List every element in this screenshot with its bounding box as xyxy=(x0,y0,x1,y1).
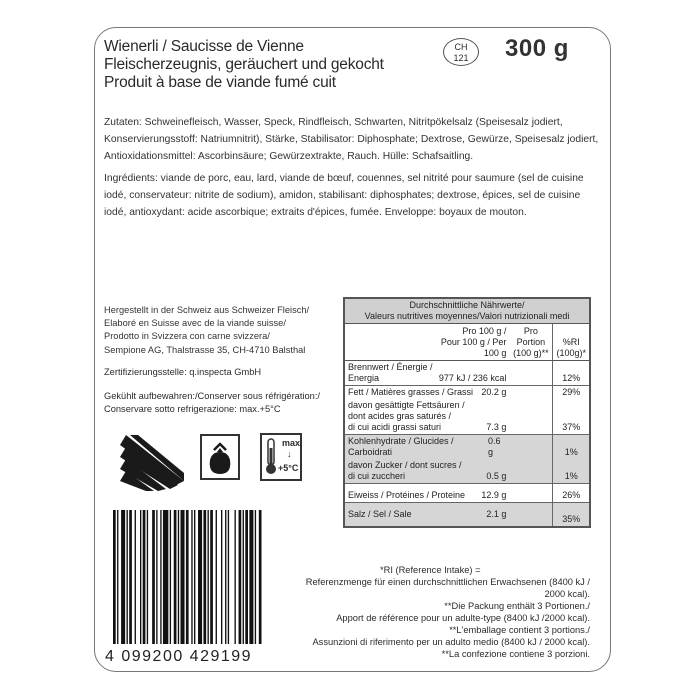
row-ri: 12% xyxy=(553,361,590,386)
net-weight: 300 g xyxy=(505,35,569,62)
row-label: dont acides gras saturés / xyxy=(348,411,452,421)
footnote-line: **La confezione contiene 3 porzioni. xyxy=(441,649,590,659)
row-label: Salz / Sel / Sale xyxy=(348,509,412,519)
nutrition-row-energy xyxy=(344,361,590,386)
footnote-line: Referenzmenge für einen durchschnittlichen Erwachsenen (8400 kJ / 2000 kcal). xyxy=(305,577,590,599)
row-value: 12.9 g xyxy=(481,490,507,500)
row-value: 977 kJ / 236 kcal xyxy=(438,373,507,383)
nutrition-header-line: Valeurs nutritives moyennes/Valori nutrizionali medi xyxy=(364,311,570,321)
arrow-down-icon: ↓ xyxy=(287,449,292,459)
row-value: 0.5 g xyxy=(486,471,507,481)
maker-line: Prodotto in Svizzera con carne svizzera/ xyxy=(104,331,270,342)
row-label: Kohlenhydrate / Glucides / Carboidrati xyxy=(348,436,454,457)
footnote-line: **Die Packung enthält 3 Portionen./ xyxy=(444,601,590,611)
nutrition-row-salt xyxy=(344,503,590,528)
storage-instructions xyxy=(104,390,320,416)
fridge-max-label: max xyxy=(282,438,301,448)
row-ri: 35% xyxy=(553,503,590,528)
row-ri: 37% xyxy=(553,399,590,435)
fridge-temp-label: +5°C xyxy=(278,463,299,473)
title-line: Produit à base de viande fumé cuit xyxy=(104,74,336,91)
row-label: Fett / Matières grasses / Grassi xyxy=(348,387,474,397)
row-label: Eiweiss / Protéines / Proteine xyxy=(348,490,466,500)
nutrition-row-carbs xyxy=(344,435,590,460)
row-ri: 26% xyxy=(553,484,590,503)
ch-oval-mark xyxy=(443,38,479,66)
ingredients-fr: Ingrédients: viande de porc, eau, lard, viande de bœuf, couennes, sel nitrité pour saumure (sel de cuisine iodé, conservateur: nitrite de sodium), amidon, stabilisant: diphosphates; dextrose, épices, sel de cuisine iodé, antioxydant: acide ascorbique; extraits d'épices, fumée. Enveloppe: boyaux de mouton. xyxy=(104,173,584,218)
nutrition-header xyxy=(344,298,590,324)
row-value: 0.6 g xyxy=(487,436,501,457)
row-label: Energia xyxy=(348,373,380,383)
certification-text: Zertifizierungsstelle: q.inspecta GmbH xyxy=(104,367,262,377)
thermometer-icon xyxy=(265,438,277,476)
row-label: davon gesättigte Fettsäuren / xyxy=(348,400,465,410)
nutrition-row-saturated xyxy=(344,399,590,435)
row-label: di cui acidi grassi saturi xyxy=(348,422,442,432)
row-ri: 29% xyxy=(553,386,590,400)
col-portion-line: (100 g)** xyxy=(513,348,549,358)
barcode xyxy=(113,510,301,644)
row-value: 7.3 g xyxy=(486,422,507,432)
ch-mark-number: 121 xyxy=(453,53,469,63)
col-per100-line: Pro 100 g / xyxy=(462,326,507,336)
row-ri: 1% xyxy=(553,459,590,484)
footnote-line: Assunzioni di riferimento per un adulto medio (8400 kJ / 2000 kcal). xyxy=(312,637,590,647)
nutrition-table xyxy=(343,297,591,528)
storage-line: Gekühlt aufbewahren:/Conserver sous réfrigération:/ xyxy=(104,391,321,401)
barcode-number: 4 099200 429199 xyxy=(105,648,253,665)
nutrition-row-protein xyxy=(344,484,590,503)
title-line: Fleischerzeugnis, geräuchert und gekocht xyxy=(104,56,384,73)
row-label: davon Zucker / dont sucres / xyxy=(348,460,462,470)
ingredients-de: Zutaten: Schweinefleisch, Wasser, Speck, Rindfleisch, Schwarten, Nitritpökelsalz (Speisesalz jodiert, Konservierungsstoff: Natriumnitrit), Stärke, Stabilisator: Diphosphate; Dextrose, Gewürze, Speisesalz jodiert, Antioxidationsmittel: Ascorbinsäure; Gewürzextrakte, Rauch. Hülle: Schafsaitling. xyxy=(104,117,599,162)
footnote-line: *RI (Reference Intake) = xyxy=(380,565,481,575)
row-value: 2.1 g xyxy=(486,509,507,519)
recycle-bin-icon xyxy=(200,434,240,485)
fridge-temperature-icon xyxy=(260,433,302,481)
footnote-line: Apport de référence pour un adulte-type (8400 kJ /2000 kcal). xyxy=(336,613,590,623)
row-label: di cui zuccheri xyxy=(348,471,406,481)
nutrition-row-fat xyxy=(344,386,590,400)
title-line: Wienerli / Saucisse de Vienne xyxy=(104,38,304,55)
col-ri-line: (100g)* xyxy=(556,348,586,358)
footnotes xyxy=(300,564,590,660)
row-ri: 1% xyxy=(553,435,590,460)
maker-line: Sempione AG, Thalstrasse 35, CH-4710 Balsthal xyxy=(104,344,306,355)
col-per100-line: Pour 100 g / Per 100 g xyxy=(440,337,507,358)
row-value: 20.2 g xyxy=(481,387,507,397)
col-portion-line: Pro Portion xyxy=(516,326,546,347)
maker-line: Elaboré en Suisse avec de la viande suisse/ xyxy=(104,318,286,329)
nutrition-column-headers xyxy=(344,324,590,361)
ch-mark-country: CH xyxy=(454,42,468,52)
maker-line: Hergestellt in der Schweiz aus Schweizer Fleisch/ xyxy=(104,305,310,315)
row-label: Brennwert / Énergie / xyxy=(348,362,433,372)
product-title xyxy=(104,38,384,92)
footnote-line: **L'emballage contient 3 portions./ xyxy=(449,625,590,635)
nutrition-header-line: Durchschnittliche Nährwerte/ xyxy=(409,300,525,310)
manufacturer-info xyxy=(104,304,309,357)
nutrition-row-sugar xyxy=(344,459,590,484)
col-ri-line: %RI xyxy=(562,337,580,347)
storage-line: Conservare sotto refrigerazione: max.+5°C xyxy=(104,404,281,414)
